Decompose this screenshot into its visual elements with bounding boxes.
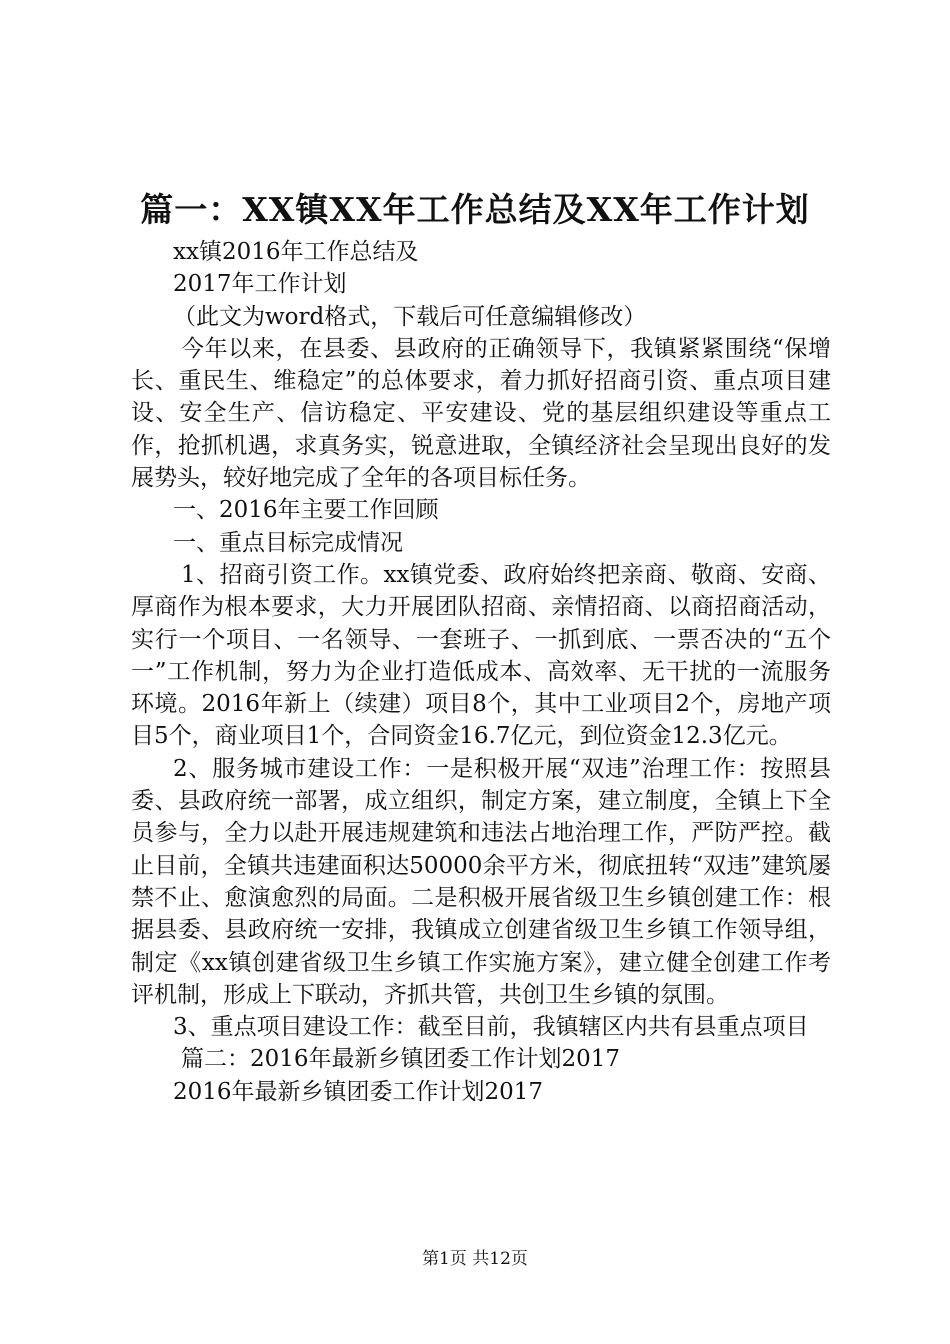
paragraph-part-two-title: 2016年最新乡镇团委工作计划2017 xyxy=(173,1078,544,1105)
paragraph-subtitle-2: 2017年工作计划 xyxy=(173,271,347,298)
paragraph-key-projects: 3、重点项目建设工作：截至目前，我镇辖区内共有县重点项目 xyxy=(173,1014,809,1041)
paragraph-intro: 今年以来，在县委、县政府的正确领导下，我镇紧紧围绕“保增长、重民生、维稳定”的总体要求，着力抓好招商引资、重点项目建设、安全生产、信访稳定、平安建设、党的基层组织建设等重点工作，抢抓机遇，求真务实，锐意进取，全镇经济社会呈现出良好的发展势头，较好地完成了全年的各项目标任务。 xyxy=(131,335,831,492)
paragraph-subtitle-1: xx镇2016年工作总结及 xyxy=(173,239,419,265)
paragraph-city-construction: 2、服务城市建设工作：一是积极开展“双违”治理工作：按照县委、县政府统一部署，成立组织，制定方案，建立制度，全镇上下全员参与，全力以赴开展违规建筑和违法占地治理工作，严防严控。截止目前，全镇共违建面积达50000余平方米，彻底扭转“双违”建筑屡禁不止、愈演愈烈的局面。二是积极开展省级卫生乡镇创建工作：根据县委、县政府统一安排，我镇成立创建省级卫生乡镇工作领导组，制定《xx镇创建省级卫生乡镇工作实施方案》，建立健全创建工作考评机制，形成上下联动，齐抓共管，共创卫生乡镇的氛围。 xyxy=(131,755,831,1008)
document-title: 篇一：XX镇XX年工作总结及XX年工作计划 xyxy=(140,190,810,229)
paragraph-part-two-heading: 篇二：2016年最新乡镇团委工作计划2017 xyxy=(181,1046,621,1073)
paragraph-format-note: （此文为word格式，下载后可任意编辑修改） xyxy=(173,303,647,330)
subsection-heading: 一、重点目标完成情况 xyxy=(173,529,403,556)
document-body xyxy=(131,236,831,1108)
section-heading: 一、2016年主要工作回顾 xyxy=(173,497,439,524)
paragraph-investment: 1、招商引资工作。xx镇党委、政府始终把亲商、敬商、安商、厚商作为根本要求，大力开展团队招商、亲情招商、以商招商活动，实行一个项目、一名领导、一套班子、一抓到底、一票否决的“五个一”工作机制，努力为企业打造低成本、高效率、无干扰的一流服务环境。2016年新上（续建）项目8个，其中工业项目2个，房地产项目5个，商业项目1个，合同资金16.7亿元，到位资金12.3亿元。 xyxy=(131,561,831,750)
page-footer: 第1页 共12页 xyxy=(422,1249,528,1269)
